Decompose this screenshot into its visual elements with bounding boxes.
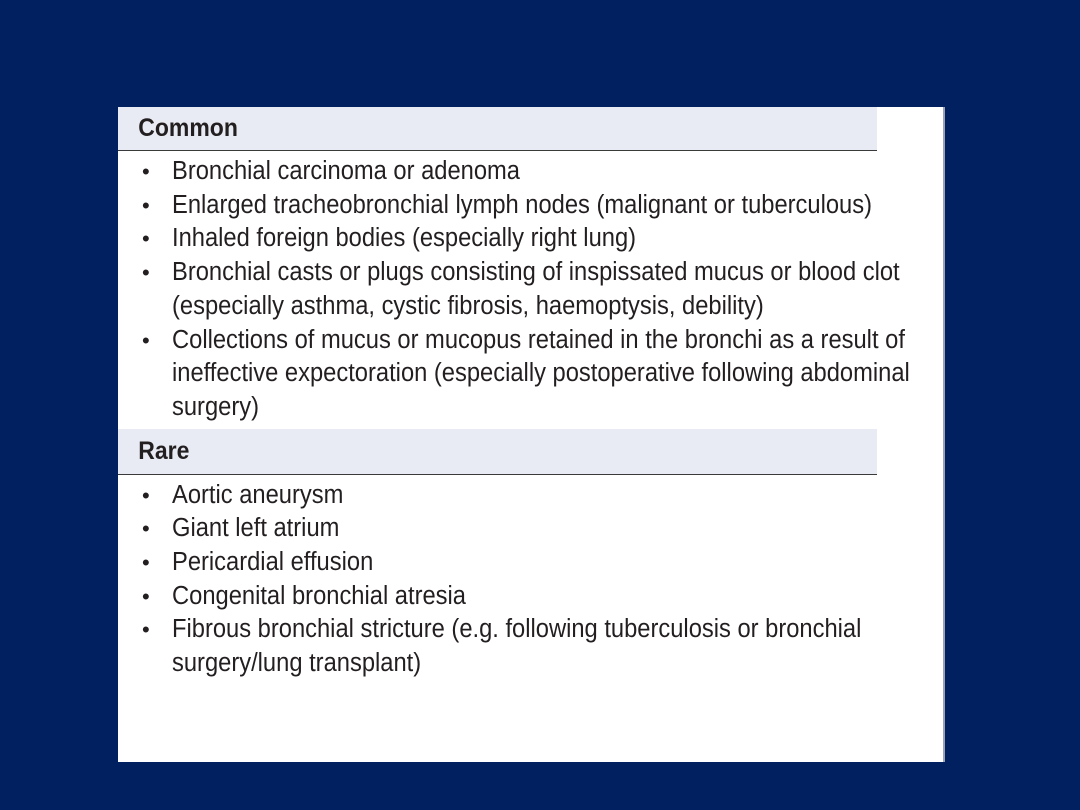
common-causes-list: [118, 151, 943, 425]
list-item-text: Bronchial carcinoma or adenoma: [172, 157, 521, 185]
bullet-icon: •: [142, 482, 150, 508]
list-item: [118, 546, 943, 580]
list-item-text: Fibrous bronchial stricture (e.g. following tuberculosis or bronchial surgery/lung transplant): [172, 615, 862, 678]
section-heading-rare: [118, 429, 877, 475]
list-item: [118, 155, 943, 189]
list-item: [118, 189, 943, 223]
list-item-text: Giant left atrium: [172, 514, 340, 543]
bullet-icon: •: [142, 583, 150, 609]
list-item-text: Bronchial casts or plugs consisting of inspissated mucus or blood clot (especially asthma, cystic fibrosis, haemoptysis, debility): [172, 258, 900, 320]
list-item: [118, 256, 943, 323]
list-item-text: Collections of mucus or mucopus retained in the bronchi as a result of ineffective expectoration (especially postoperative following abdominal surgery): [172, 325, 910, 421]
list-item: [118, 222, 943, 256]
list-item: [118, 512, 943, 546]
section-heading-common: [118, 107, 877, 151]
list-item-text: Aortic aneurysm: [172, 480, 344, 509]
bullet-icon: •: [142, 192, 150, 218]
bullet-icon: •: [142, 550, 150, 576]
list-item-text: Inhaled foreign bodies (especially right lung): [172, 224, 637, 253]
bullet-icon: •: [142, 159, 150, 184]
bullet-icon: •: [142, 226, 150, 252]
causes-table: [118, 107, 945, 762]
list-item-text: Congenital bronchial atresia: [172, 581, 466, 610]
bullet-icon: •: [142, 260, 150, 286]
list-item: [118, 479, 943, 513]
list-item-text: Enlarged tracheobronchial lymph nodes (malignant or tuberculous): [172, 190, 872, 219]
rare-causes-list: [118, 475, 943, 681]
section-heading-label: Common: [138, 114, 238, 142]
bullet-icon: •: [142, 617, 150, 643]
list-item: [118, 324, 943, 425]
list-item: [118, 580, 943, 614]
bullet-icon: •: [142, 327, 150, 353]
list-item-text: Pericardial effusion: [172, 548, 374, 577]
list-item: [118, 613, 943, 680]
bullet-icon: •: [142, 516, 150, 542]
section-heading-label: Rare: [138, 436, 190, 465]
